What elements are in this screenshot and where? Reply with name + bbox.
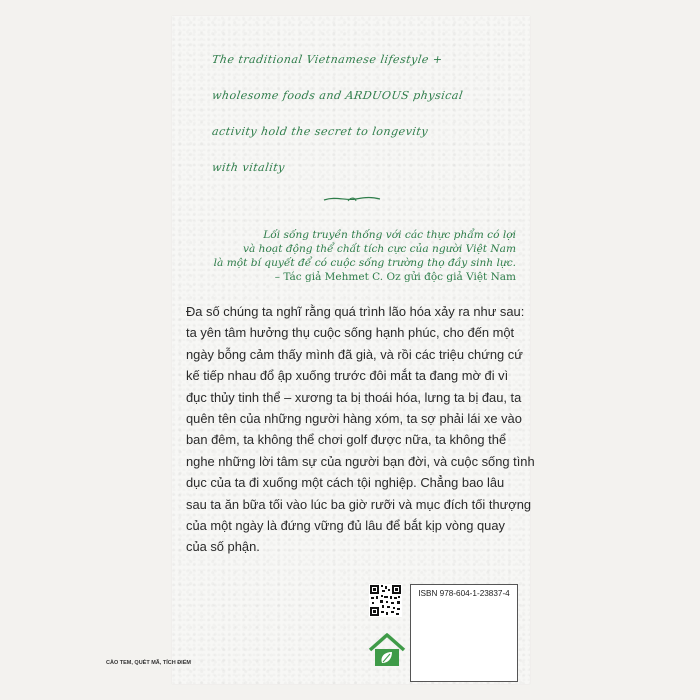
blurb-paragraph <box>186 301 535 558</box>
blurb-line: của một ngày là đứng vững đủ lâu để bắt kịp vòng quay <box>186 518 505 534</box>
scratch-scan-note: CÀO TEM, QUÉT MÃ, TÍCH ĐIỂM <box>106 660 191 666</box>
handwritten-line: The traditional Vietnamese lifestyle + <box>211 53 444 66</box>
blurb-line: ngày bỗng cảm thấy mình đã già, và rồi các triệu chứng cứ <box>186 346 523 362</box>
quote-line: và hoạt động thể chất tích cực của người Việt Nam <box>243 243 516 255</box>
blurb-line: dục của ta đi xuống một cách tội nghiệp. Chẳng bao lâu <box>186 475 505 491</box>
quote-attribution: – Tác giả Mehmet C. Oz gửi độc giả Việt Nam <box>274 271 516 283</box>
quote-line: là một bí quyết để có cuộc sống trường thọ đầy sinh lực. <box>213 257 516 269</box>
isbn-number: ISBN 978-604-1-23837-4 <box>418 589 510 598</box>
handwritten-quote <box>212 42 512 186</box>
translated-quote <box>186 228 516 284</box>
handwritten-line: wholesome foods and ARDUOUS physical <box>211 89 464 102</box>
handwritten-line: activity hold the secret to longevity <box>211 125 429 138</box>
blurb-line: kế tiếp nhau đổ ập xuống trước đôi mắt ta đang mờ đi vì <box>186 368 509 384</box>
blurb-line: sau ta ăn bữa tối vào lúc ba giờ rưỡi và mục đích tối thượng <box>186 496 532 512</box>
blurb-line: của số phận. <box>186 539 260 555</box>
blurb-line: quên tên của những người hàng xóm, ta sợ phải lái xe vào <box>186 411 522 427</box>
blurb-line: Đa số chúng ta nghĩ rằng quá trình lão hóa xảy ra như sau: <box>186 304 525 319</box>
isbn-barcode-box <box>410 584 518 682</box>
blurb-line: nghe những lời tâm sự của người bạn đời, và cuộc sống tình <box>186 453 535 469</box>
author-signature <box>322 192 382 204</box>
blurb-line: ban đêm, ta không thể chơi golf được nữa, ta không thể <box>186 432 507 448</box>
handwritten-line: with vitality <box>211 161 286 174</box>
blurb-line: đục thủy tinh thể – xương ta bị thoái hóa, lưng ta bị đau, ta <box>186 389 522 405</box>
house-leaf-logo-icon <box>367 631 407 669</box>
qr-code-icon[interactable] <box>369 584 402 617</box>
quote-line: Lối sống truyền thống với các thực phẩm có lợi <box>263 229 516 241</box>
blurb-line: ta yên tâm hưởng thụ cuộc sống hạnh phúc, cho đến một <box>186 325 515 341</box>
book-back-cover <box>172 16 535 684</box>
